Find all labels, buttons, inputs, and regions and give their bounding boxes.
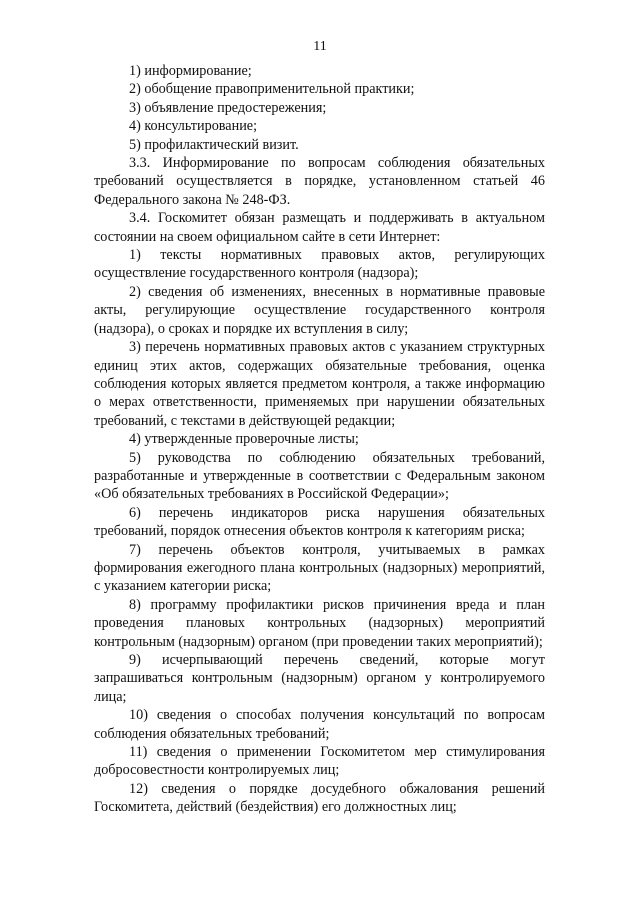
list-item: 1) информирование; [129, 63, 252, 79]
list-item: 10) сведения о способах получения консультаций по вопросам соблюдения обязательных требований; [94, 707, 545, 742]
list-item: 3) объявление предостережения; [129, 99, 327, 116]
document-body [94, 62, 545, 817]
list-item: 5) профилактический визит. [129, 136, 299, 153]
list-item: 2) сведения об изменениях, внесенных в нормативные правовые акты, регулирующие осуществление государственного контроля (надзора), о сроках и порядке их вступления в силу; [94, 283, 545, 337]
page-number: 11 [313, 39, 327, 54]
list-item: 6) перечень индикаторов риска нарушения обязательных требований, порядок отнесения объектов контроля к категориям риска; [94, 504, 545, 540]
list-item: 11) сведения о применении Госкомитетом мер стимулирования добросовестности контролируемых лиц; [94, 744, 545, 779]
list-item: 3) перечень нормативных правовых актов с указанием структурных единиц этих актов, содержащих обязательные требования, оценка соблюдения которых является предметом контроля, а также информацию о мерах ответственности, применяемых при нарушении обязательных требований, с текстами в действующей редакции; [94, 339, 545, 429]
list-item: 2) обобщение правоприменительной практики; [129, 81, 415, 98]
list-item: 7) перечень объектов контроля, учитываемых в рамках формирования ежегодного плана контрольных (надзорных) мероприятий, с указанием категории риска; [94, 541, 545, 595]
list-item: 1) тексты нормативных правовых актов, регулирующих осуществление государственного контроля (надзора); [94, 247, 545, 282]
list-item: 4) утвержденные проверочные листы; [129, 431, 359, 448]
list-item: 9) исчерпывающий перечень сведений, которые могут запрашиваться контрольным (надзорным) органом у контролируемого лица; [94, 652, 545, 705]
list-item: 5) руководства по соблюдению обязательных требований, разработанные и утвержденные в соответствии с Федеральным законом «Об обязательных требованиях в Российской Федерации»; [94, 449, 545, 503]
list-item: 8) программу профилактики рисков причинения вреда и план проведения плановых контрольных (надзорных) мероприятий контрольным (надзорным) органом (при проведении таких мероприятий); [94, 596, 545, 650]
list-item: 4) консультирование; [129, 118, 258, 135]
paragraph: 3.4. Госкомитет обязан размещать и поддерживать в актуальном состоянии на своем официальном сайте в сети Интернет: [94, 210, 545, 245]
paragraph: 3.3. Информирование по вопросам соблюдения обязательных требований осуществляется в порядке, установленном статьей 46 Федерального закона № 248-ФЗ. [94, 155, 545, 208]
list-item: 12) сведения о порядке досудебного обжалования решений Госкомитета, действий (бездействия) его должностных лиц; [94, 780, 545, 816]
